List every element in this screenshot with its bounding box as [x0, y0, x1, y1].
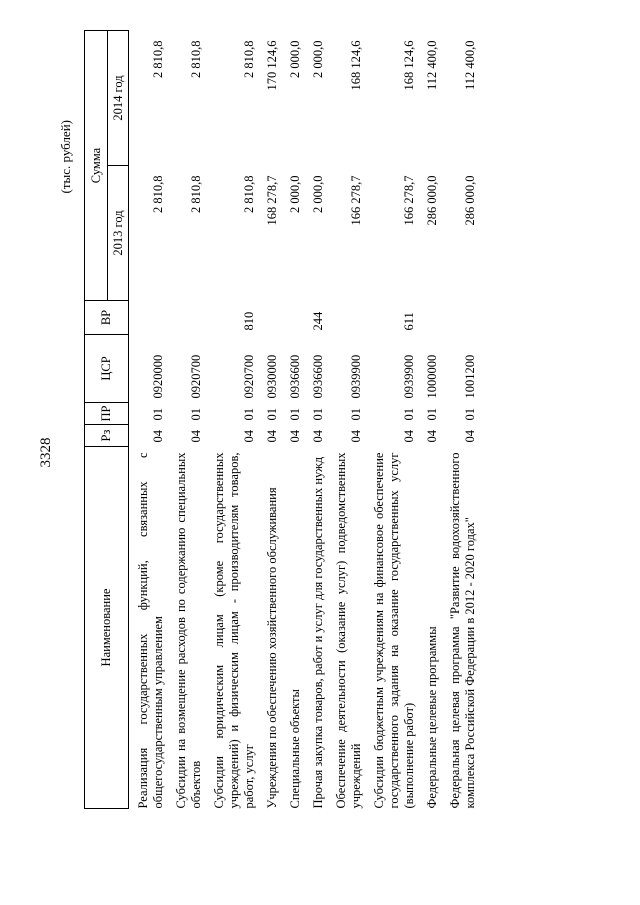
- row-sum-2013: 2 000,0: [288, 175, 302, 213]
- row-sum-2013: 2 810,8: [151, 175, 165, 213]
- row-pr: 01: [151, 408, 165, 421]
- page-number: 3328: [38, 437, 54, 468]
- row-sum-2013: 2 810,8: [242, 175, 256, 213]
- row-pr: 01: [265, 408, 279, 421]
- table-row: [441, 31, 479, 809]
- row-rz: 04: [151, 430, 165, 443]
- row-rz: 04: [189, 430, 203, 443]
- row-name: Специальные объекты: [288, 689, 302, 809]
- row-vr: 611: [402, 312, 416, 331]
- table-row: [327, 31, 365, 809]
- row-sum-2013: 166 278,7: [402, 175, 416, 226]
- row-name: Субсидии на возмещение расходов по содержанию специальных объектов: [174, 452, 203, 809]
- table-row: [365, 31, 418, 809]
- row-csr: 0920700: [189, 354, 203, 399]
- row-csr: 0939900: [349, 354, 363, 399]
- row-vr: [281, 301, 304, 335]
- row-name: Федеральные целевые программы: [425, 626, 439, 809]
- row-sum-2013: 168 278,7: [265, 175, 279, 226]
- row-sum-2013: 166 278,7: [349, 175, 363, 226]
- header-csr: ЦСР: [85, 335, 129, 403]
- row-csr: 0936600: [288, 354, 302, 399]
- row-sum-2014: 112 400,0: [425, 40, 439, 91]
- table-body: [129, 31, 480, 809]
- row-sum-2013: 286 000,0: [463, 175, 477, 226]
- row-sum-2014: 170 124,6: [265, 40, 279, 91]
- header-pr: ПР: [85, 403, 129, 425]
- header-sum: Сумма: [85, 31, 108, 301]
- row-vr: 810: [242, 311, 256, 331]
- row-name: Субсидии юридическим лицам (кроме государственных учреждений) и физическим лицам - производителям товаров, работ, услуг: [212, 452, 256, 809]
- row-csr: 1001200: [463, 354, 477, 399]
- row-vr: [441, 301, 479, 335]
- row-csr: 0936600: [311, 354, 325, 399]
- row-pr: 01: [242, 408, 256, 421]
- row-sum-2014: 2 810,8: [189, 40, 203, 78]
- row-rz: 04: [402, 430, 416, 443]
- header-vr: ВР: [85, 301, 129, 335]
- row-name: Обеспечение деятельности (оказание услуг) подведомственных учреждений: [334, 452, 363, 809]
- row-sum-2013: 2 000,0: [311, 175, 325, 213]
- header-rz: Рз: [85, 425, 129, 447]
- row-csr: 1000000: [425, 354, 439, 399]
- row-pr: 01: [349, 408, 363, 421]
- row-sum-2013: 286 000,0: [425, 175, 439, 226]
- row-pr: 01: [402, 408, 416, 421]
- table-row: [418, 31, 441, 809]
- header-year-2014: 2014 год: [108, 31, 129, 166]
- units-label: (тыс. рублей): [58, 120, 73, 194]
- table-row: [304, 31, 327, 809]
- row-sum-2014: 2 000,0: [288, 40, 302, 78]
- row-vr: [418, 301, 441, 335]
- row-name: Прочая закупка товаров, работ и услуг для государственных нужд: [311, 456, 325, 809]
- row-vr: 244: [311, 311, 325, 331]
- row-rz: 04: [265, 430, 279, 443]
- table-row: [281, 31, 304, 809]
- row-rz: 04: [349, 430, 363, 443]
- row-vr: [167, 301, 205, 335]
- row-sum-2014: 168 124,6: [402, 40, 416, 91]
- row-vr: [258, 301, 281, 335]
- row-vr: [129, 301, 168, 335]
- table-row: [205, 31, 258, 809]
- row-vr: [327, 301, 365, 335]
- table-row: [258, 31, 281, 809]
- row-name: Федеральная целевая программа "Развитие водохозяйственного комплекса Российской Федерации в 2012 - 2020 годах": [448, 452, 477, 809]
- row-sum-2013: 2 810,8: [189, 175, 203, 213]
- row-name: Учреждения по обеспечению хозяйственного обслуживания: [265, 487, 279, 809]
- row-csr: 0920000: [151, 354, 165, 399]
- row-sum-2014: 168 124,6: [349, 40, 363, 91]
- row-name: Реализация государственных функций, связанных с общегосударственным управлением: [136, 452, 165, 809]
- row-pr: 01: [463, 408, 477, 421]
- row-name: Субсидии бюджетным учреждениям на финансовое обеспечение государственного задания на оказание государственных услуг (выполнение работ): [372, 452, 416, 809]
- budget-table: [84, 30, 479, 809]
- header-year-2013: 2013 год: [108, 166, 129, 301]
- row-rz: 04: [311, 430, 325, 443]
- row-rz: 04: [463, 430, 477, 443]
- row-sum-2014: 112 400,0: [463, 40, 477, 91]
- row-sum-2014: 2 810,8: [242, 40, 256, 78]
- row-rz: 04: [425, 430, 439, 443]
- row-csr: 0920700: [242, 354, 256, 399]
- row-pr: 01: [189, 408, 203, 421]
- row-csr: 0939900: [402, 354, 416, 399]
- row-sum-2014: 2 000,0: [311, 40, 325, 78]
- row-pr: 01: [425, 408, 439, 421]
- row-rz: 04: [288, 430, 302, 443]
- row-sum-2014: 2 810,8: [151, 40, 165, 78]
- row-pr: 01: [311, 408, 325, 421]
- row-pr: 01: [288, 408, 302, 421]
- header-name: Наименование: [85, 447, 129, 809]
- table-row: [167, 31, 205, 809]
- table-row: [129, 31, 168, 809]
- row-rz: 04: [242, 430, 256, 443]
- row-csr: 0930000: [265, 354, 279, 399]
